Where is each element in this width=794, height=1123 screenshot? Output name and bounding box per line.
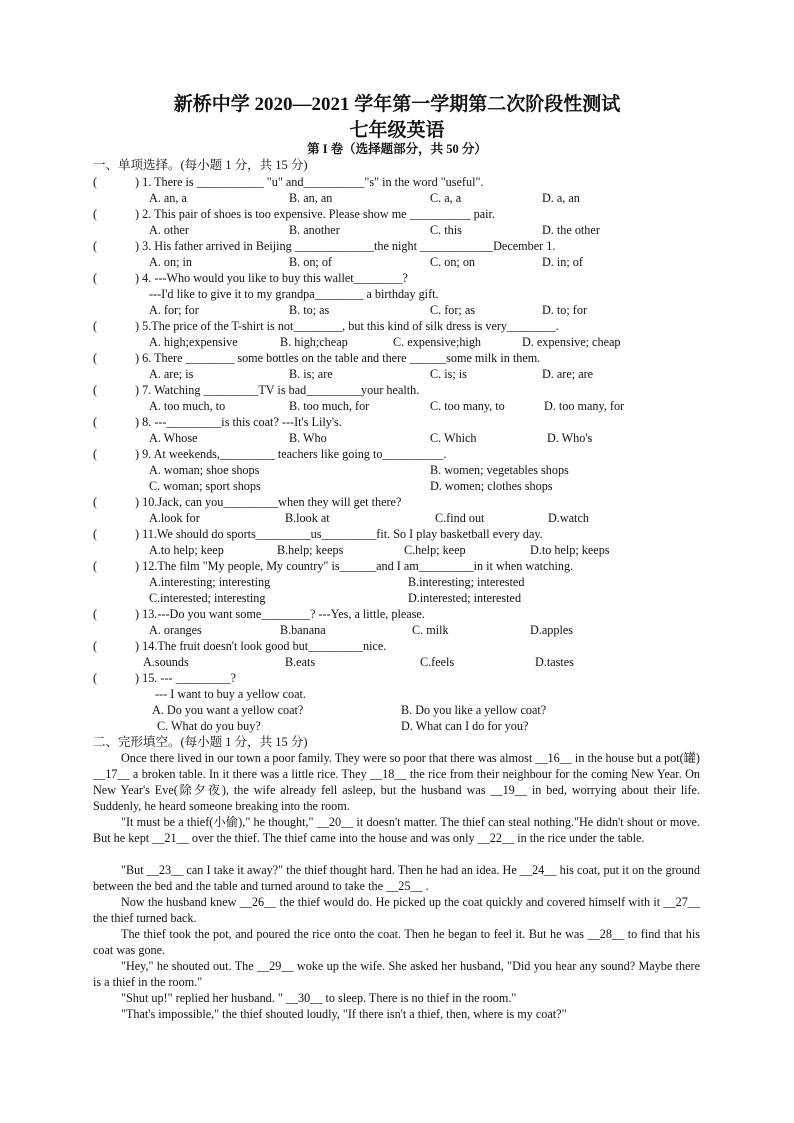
question-stem: ) 8. ---_________is this coat? ---It's Lily's. <box>135 415 342 429</box>
option-a: A.interesting; interesting <box>149 575 271 589</box>
option-c: C.help; keep <box>404 543 466 557</box>
question-15 <box>93 670 713 686</box>
option-d: D. the other <box>542 223 600 237</box>
answer-blank: ( <box>93 447 98 461</box>
answer-blank: ( <box>93 607 98 621</box>
option-d: D. What can I do for you? <box>401 719 529 733</box>
option-a: A. are; is <box>149 367 194 381</box>
question-12 <box>93 558 713 574</box>
question-3 <box>93 238 713 254</box>
passage-paragraph <box>93 862 700 894</box>
passage-paragraph <box>93 926 700 958</box>
option-c: C. What do you buy? <box>157 719 261 733</box>
question-9 <box>93 446 713 462</box>
answer-blank: ( <box>93 351 98 365</box>
paragraph-text: "Shut up!" replied her husband. " __30__ to sleep. There is no thief in the room." <box>121 991 517 1005</box>
question-11 <box>93 526 713 542</box>
answer-blank: ( <box>93 319 98 333</box>
option-b: B.look at <box>285 511 330 525</box>
option-b: B. high;cheap <box>280 335 348 349</box>
option-b: B. too much, for <box>289 399 370 413</box>
question-7 <box>93 382 713 398</box>
option-a: A. woman; shoe shops <box>149 463 260 477</box>
question-stem-line2: ---I'd like to give it to my grandpa________ a birthday gift. <box>149 287 439 301</box>
part-heading: 第 I 卷（选择题部分，共 50 分） <box>307 142 487 156</box>
option-a: A. oranges <box>149 623 202 637</box>
passage-paragraph <box>93 750 700 814</box>
option-a: A. Whose <box>149 431 198 445</box>
option-b: B.eats <box>285 655 316 669</box>
section2-heading: 二、完形填空。(每小题 1 分，共 15 分) <box>93 735 308 749</box>
exam-subtitle: 七年级英语 <box>349 120 445 141</box>
passage-paragraph <box>93 990 700 1006</box>
option-a: A. other <box>149 223 189 237</box>
question-1 <box>93 174 713 190</box>
option-d: D. too many, for <box>544 399 625 413</box>
option-c: C. for; as <box>430 303 476 317</box>
option-b: B.help; keeps <box>277 543 344 557</box>
option-b: B.banana <box>280 623 326 637</box>
option-d: D.watch <box>548 511 589 525</box>
option-c: C. on; on <box>430 255 476 269</box>
option-b: B. on; of <box>289 255 332 269</box>
option-c: C. woman; sport shops <box>149 479 261 493</box>
section1-heading: 一、单项选择。(每小题 1 分，共 15 分) <box>93 158 308 172</box>
question-2 <box>93 206 713 222</box>
option-c: C.interested; interesting <box>149 591 266 605</box>
question-8 <box>93 414 713 430</box>
passage-paragraph <box>93 894 700 926</box>
option-b: B. women; vegetables shops <box>430 463 569 477</box>
answer-blank: ( <box>93 383 98 397</box>
option-c: C. this <box>430 223 462 237</box>
option-d: D.to help; keeps <box>530 543 610 557</box>
answer-blank: ( <box>93 271 98 285</box>
paragraph-text: Now the husband knew __26__ the thief would do. He picked up the coat quickly and covered himself with it __27__ the thief turned back. <box>93 895 700 925</box>
option-b: B. to; as <box>289 303 330 317</box>
option-d: D. women; clothes shops <box>430 479 553 493</box>
question-stem: ) 1. There is ___________ "u" and__________"s" in the word "useful". <box>135 175 484 189</box>
question-stem-line2: --- I want to buy a yellow coat. <box>155 687 306 701</box>
option-a: A. high;expensive <box>149 335 238 349</box>
answer-blank: ( <box>93 239 98 253</box>
option-a: A.look for <box>149 511 200 525</box>
answer-blank: ( <box>93 527 98 541</box>
option-b: B. Do you like a yellow coat? <box>401 703 547 717</box>
passage-paragraph <box>93 1006 700 1022</box>
paragraph-text: "But __23__ can I take it away?" the thief thought hard. Then he had an idea. He __24__ his coat, put it on the ground between the bed and the table and turned around to take the __25__ . <box>93 863 700 893</box>
question-4 <box>93 270 713 286</box>
answer-blank: ( <box>93 495 98 509</box>
option-d: D. Who's <box>547 431 593 445</box>
answer-blank: ( <box>93 671 98 685</box>
paragraph-text: The thief took the pot, and poured the rice onto the coat. Then he began to feel it. But he was __28__ to find that his coat was gone. <box>93 927 700 957</box>
question-stem: ) 2. This pair of shoes is too expensive. Please show me __________ pair. <box>135 207 495 221</box>
option-d: D.tastes <box>535 655 574 669</box>
question-14 <box>93 638 713 654</box>
option-b: B. another <box>289 223 340 237</box>
option-a: A. on; in <box>149 255 192 269</box>
option-c: C. milk <box>412 623 449 637</box>
question-stem: ) 5.The price of the T-shirt is not________, but this kind of silk dress is very________. <box>135 319 559 333</box>
answer-blank: ( <box>93 415 98 429</box>
exam-title: 新桥中学 2020—2021 学年第一学期第二次阶段性测试 <box>173 94 621 115</box>
question-stem: ) 4. ---Who would you like to buy this wallet________? <box>135 271 408 285</box>
answer-blank: ( <box>93 175 98 189</box>
option-a: A. too much, to <box>149 399 226 413</box>
question-stem: ) 10.Jack, can you_________when they will get there? <box>135 495 402 509</box>
question-stem: ) 12.The film "My people, My country" is______and I am_________in it when watching. <box>135 559 574 573</box>
option-d: D. a, an <box>542 191 580 205</box>
option-d: D. expensive; cheap <box>522 335 621 349</box>
option-d: D.interested; interested <box>408 591 522 605</box>
question-stem: ) 3. His father arrived in Beijing _____________the night ____________December 1. <box>135 239 556 253</box>
question-6 <box>93 350 713 366</box>
option-b: B. is; are <box>289 367 333 381</box>
answer-blank: ( <box>93 639 98 653</box>
question-stem: ) 7. Watching _________TV is bad_________your health. <box>135 383 420 397</box>
passage-paragraph <box>93 814 700 846</box>
question-10 <box>93 494 713 510</box>
option-b: B. an, an <box>289 191 333 205</box>
option-a: A. an, a <box>149 191 187 205</box>
question-5 <box>93 318 713 334</box>
passage-paragraph <box>93 958 700 990</box>
answer-blank: ( <box>93 207 98 221</box>
option-a: A. Do you want a yellow coat? <box>152 703 304 717</box>
option-d: D.apples <box>530 623 573 637</box>
option-c: C. a, a <box>430 191 462 205</box>
question-stem: ) 14.The fruit doesn't look good but_________nice. <box>135 639 387 653</box>
option-a: A.to help; keep <box>149 543 224 557</box>
option-c: C. too many, to <box>430 399 505 413</box>
question-stem: ) 13.---Do you want some________? ---Yes, a little, please. <box>135 607 425 621</box>
option-d: D. to; for <box>542 303 588 317</box>
option-c: C.find out <box>435 511 485 525</box>
option-a: A. for; for <box>149 303 199 317</box>
option-c: C. Which <box>430 431 477 445</box>
option-d: D. in; of <box>542 255 583 269</box>
question-stem: ) 15. --- _________? <box>135 671 236 685</box>
answer-blank: ( <box>93 559 98 573</box>
option-d: D. are; are <box>542 367 594 381</box>
question-13 <box>93 606 713 622</box>
option-a: A.sounds <box>143 655 189 669</box>
option-c: C.feels <box>420 655 455 669</box>
option-b: B. Who <box>289 431 327 445</box>
paragraph-text: "That's impossible," the thief shouted loudly, "If there isn't a thief, then, where is my coat?" <box>121 1007 567 1021</box>
option-c: C. expensive;high <box>393 335 482 349</box>
paragraph-text: "It must be a thief(小偷)," he thought," __20__ it doesn't matter. The thief can steal nothing."He didn't shout or move. But he kept __21__ over the thief. The thief came into the house and was only __22__ in the rice under the table. <box>93 815 700 845</box>
paragraph-text: Once there lived in our town a poor family. They were so poor that there was almost __16__ in the house but a pot(罐) __17__ a broken table. In it there was a little rice. They __18__ the rice from their neighbour for the coming New Year. On New Year's Eve(除夕夜), the wife already fell asleep, but the husband was __19__ in bed, worrying about their life. Suddenly, he heard someone breaking into the room. <box>93 751 700 813</box>
option-b: B.interesting; interested <box>408 575 525 589</box>
question-stem: ) 6. There ________ some bottles on the table and there ______some milk in them. <box>135 351 541 365</box>
question-stem: ) 9. At weekends,_________ teachers like going to__________. <box>135 447 447 461</box>
paragraph-text: "Hey," he shouted out. The __29__ woke up the wife. She asked her husband, "Did you hear any sound? Maybe there is a thief in the room." <box>93 959 700 989</box>
option-c: C. is; is <box>430 367 467 381</box>
question-stem: ) 11.We should do sports_________us_________fit. So I play basketball every day. <box>135 527 543 541</box>
